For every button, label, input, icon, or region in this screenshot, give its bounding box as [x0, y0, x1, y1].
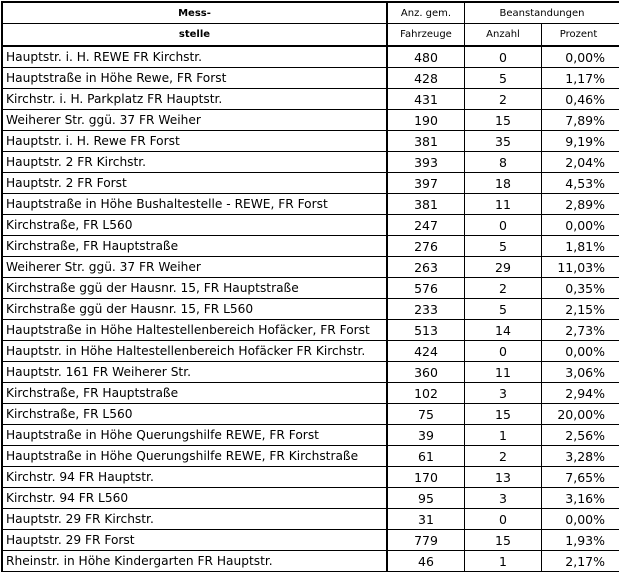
cell-prozent: 1,17%	[565, 70, 605, 86]
cell-fahrzeuge: 480	[388, 47, 465, 67]
cell-messstelle: Hauptstr. 161 FR Weiherer Str.	[3, 362, 388, 382]
cell-prozent: 2,04%	[565, 154, 605, 170]
header-messstelle-line1: Mess-	[3, 3, 388, 23]
table-row	[3, 194, 619, 215]
cell-fahrzeuge: 170	[388, 467, 465, 487]
cell-prozent: 2,94%	[565, 385, 605, 401]
cell-messstelle: Hauptstraße in Höhe Haltestellenbereich Hofäcker, FR Forst	[3, 320, 388, 340]
header-fahrzeuge-line1: Anz. gem.	[388, 3, 465, 23]
cell-prozent: 4,53%	[565, 175, 605, 191]
cell-fahrzeuge: 513	[388, 320, 465, 340]
table-row	[3, 383, 619, 404]
cell-prozent: 2,17%	[565, 553, 605, 569]
cell-prozent: 11,03%	[557, 259, 605, 275]
cell-fahrzeuge: 431	[388, 89, 465, 109]
cell-messstelle: Kirchstraße, FR L560	[3, 404, 388, 424]
table-body	[3, 47, 619, 572]
cell-fahrzeuge: 75	[388, 404, 465, 424]
header-prozent: Prozent	[559, 29, 598, 40]
cell-fahrzeuge: 61	[388, 446, 465, 466]
cell-messstelle: Kirchstraße, FR Hauptstraße	[3, 236, 388, 256]
cell-fahrzeuge: 247	[388, 215, 465, 235]
cell-anzahl: 5	[465, 236, 542, 256]
cell-messstelle: Hauptstr. in Höhe Haltestellenbereich Hofäcker FR Kirchstr.	[3, 341, 388, 361]
cell-anzahl: 0	[465, 341, 542, 361]
cell-anzahl: 2	[465, 446, 542, 466]
cell-anzahl: 13	[465, 467, 542, 487]
table-row	[3, 320, 619, 341]
table-row	[3, 68, 619, 89]
table-row	[3, 278, 619, 299]
table-row	[3, 299, 619, 320]
cell-fahrzeuge: 424	[388, 341, 465, 361]
cell-messstelle: Hauptstraße in Höhe Querungshilfe REWE, FR Forst	[3, 425, 388, 445]
cell-anzahl: 15	[465, 110, 542, 130]
cell-fahrzeuge: 393	[388, 152, 465, 172]
header-messstelle-line2: stelle	[3, 24, 388, 45]
cell-messstelle: Hauptstr. 29 FR Kirchstr.	[3, 509, 388, 529]
cell-messstelle: Kirchstraße ggü der Hausnr. 15, FR L560	[3, 299, 388, 319]
cell-anzahl: 1	[465, 551, 542, 571]
cell-prozent: 9,19%	[565, 133, 605, 149]
table-row	[3, 362, 619, 383]
header-anzahl: Anzahl	[465, 24, 542, 45]
cell-fahrzeuge: 397	[388, 173, 465, 193]
cell-prozent: 2,15%	[565, 301, 605, 317]
cell-messstelle: Kirchstr. 94 FR L560	[3, 488, 388, 508]
cell-anzahl: 3	[465, 383, 542, 403]
table-row	[3, 47, 619, 68]
table-row	[3, 467, 619, 488]
cell-anzahl: 0	[465, 509, 542, 529]
cell-prozent: 20,00%	[557, 406, 605, 422]
cell-fahrzeuge: 46	[388, 551, 465, 571]
table-row	[3, 89, 619, 110]
cell-prozent: 2,56%	[565, 427, 605, 443]
cell-prozent: 3,16%	[565, 490, 605, 506]
cell-anzahl: 8	[465, 152, 542, 172]
cell-fahrzeuge: 95	[388, 488, 465, 508]
table-row	[3, 131, 619, 152]
cell-anzahl: 35	[465, 131, 542, 151]
cell-anzahl: 29	[465, 257, 542, 277]
cell-fahrzeuge: 190	[388, 110, 465, 130]
cell-prozent: 3,06%	[565, 364, 605, 380]
cell-prozent: 1,81%	[565, 238, 605, 254]
cell-anzahl: 2	[465, 89, 542, 109]
table-row	[3, 425, 619, 446]
table-row	[3, 446, 619, 467]
cell-fahrzeuge: 263	[388, 257, 465, 277]
cell-anzahl: 5	[465, 299, 542, 319]
cell-anzahl: 0	[465, 215, 542, 235]
header-row-1	[3, 3, 619, 24]
cell-messstelle: Weiherer Str. ggü. 37 FR Weiher	[3, 110, 388, 130]
table-row	[3, 551, 619, 572]
table-row	[3, 152, 619, 173]
cell-messstelle: Kirchstr. i. H. Parkplatz FR Hauptstr.	[3, 89, 388, 109]
cell-messstelle: Hauptstr. i. H. Rewe FR Forst	[3, 131, 388, 151]
cell-fahrzeuge: 779	[388, 530, 465, 550]
cell-prozent: 7,89%	[565, 112, 605, 128]
cell-anzahl: 14	[465, 320, 542, 340]
cell-anzahl: 3	[465, 488, 542, 508]
cell-messstelle: Kirchstraße, FR Hauptstraße	[3, 383, 388, 403]
cell-anzahl: 1	[465, 425, 542, 445]
cell-prozent: 0,00%	[565, 511, 605, 527]
cell-fahrzeuge: 276	[388, 236, 465, 256]
cell-messstelle: Hauptstr. 2 FR Forst	[3, 173, 388, 193]
cell-messstelle: Hauptstr. i. H. REWE FR Kirchstr.	[3, 47, 388, 67]
cell-messstelle: Hauptstraße in Höhe Rewe, FR Forst	[3, 68, 388, 88]
cell-anzahl: 18	[465, 173, 542, 193]
cell-prozent: 0,00%	[565, 49, 605, 65]
cell-prozent: 0,00%	[565, 343, 605, 359]
cell-prozent: 0,00%	[565, 217, 605, 233]
cell-prozent: 0,35%	[565, 280, 605, 296]
table-row	[3, 509, 619, 530]
cell-fahrzeuge: 428	[388, 68, 465, 88]
table-row	[3, 110, 619, 131]
header-row-2	[3, 24, 619, 47]
cell-fahrzeuge: 381	[388, 194, 465, 214]
table-row	[3, 173, 619, 194]
table-row	[3, 236, 619, 257]
cell-prozent: 2,73%	[565, 322, 605, 338]
cell-fahrzeuge: 102	[388, 383, 465, 403]
cell-anzahl: 11	[465, 362, 542, 382]
measurement-table	[1, 1, 619, 572]
cell-fahrzeuge: 381	[388, 131, 465, 151]
cell-messstelle: Rheinstr. in Höhe Kindergarten FR Hauptstr.	[3, 551, 388, 571]
cell-messstelle: Hauptstraße in Höhe Bushaltestelle - REWE, FR Forst	[3, 194, 388, 214]
cell-messstelle: Hauptstr. 2 FR Kirchstr.	[3, 152, 388, 172]
cell-anzahl: 0	[465, 47, 542, 67]
table-row	[3, 215, 619, 236]
cell-messstelle: Weiherer Str. ggü. 37 FR Weiher	[3, 257, 388, 277]
cell-prozent: 3,28%	[565, 448, 605, 464]
cell-anzahl: 11	[465, 194, 542, 214]
cell-anzahl: 5	[465, 68, 542, 88]
table-row	[3, 341, 619, 362]
cell-fahrzeuge: 31	[388, 509, 465, 529]
cell-fahrzeuge: 233	[388, 299, 465, 319]
cell-fahrzeuge: 360	[388, 362, 465, 382]
cell-messstelle: Kirchstraße ggü der Hausnr. 15, FR Hauptstraße	[3, 278, 388, 298]
cell-prozent: 0,46%	[565, 91, 605, 107]
cell-fahrzeuge: 39	[388, 425, 465, 445]
table-row	[3, 404, 619, 425]
cell-fahrzeuge: 576	[388, 278, 465, 298]
table-row	[3, 488, 619, 509]
cell-anzahl: 15	[465, 530, 542, 550]
cell-prozent: 7,65%	[565, 469, 605, 485]
cell-anzahl: 15	[465, 404, 542, 424]
cell-anzahl: 2	[465, 278, 542, 298]
cell-prozent: 2,89%	[565, 196, 605, 212]
cell-prozent: 1,93%	[565, 532, 605, 548]
cell-messstelle: Kirchstr. 94 FR Hauptstr.	[3, 467, 388, 487]
cell-messstelle: Hauptstr. 29 FR Forst	[3, 530, 388, 550]
table-row	[3, 257, 619, 278]
cell-messstelle: Hauptstraße in Höhe Querungshilfe REWE, FR Kirchstraße	[3, 446, 388, 466]
cell-messstelle: Kirchstraße, FR L560	[3, 215, 388, 235]
header-beanstandungen: Beanstandungen	[499, 7, 585, 19]
header-fahrzeuge-line2: Fahrzeuge	[388, 24, 465, 45]
